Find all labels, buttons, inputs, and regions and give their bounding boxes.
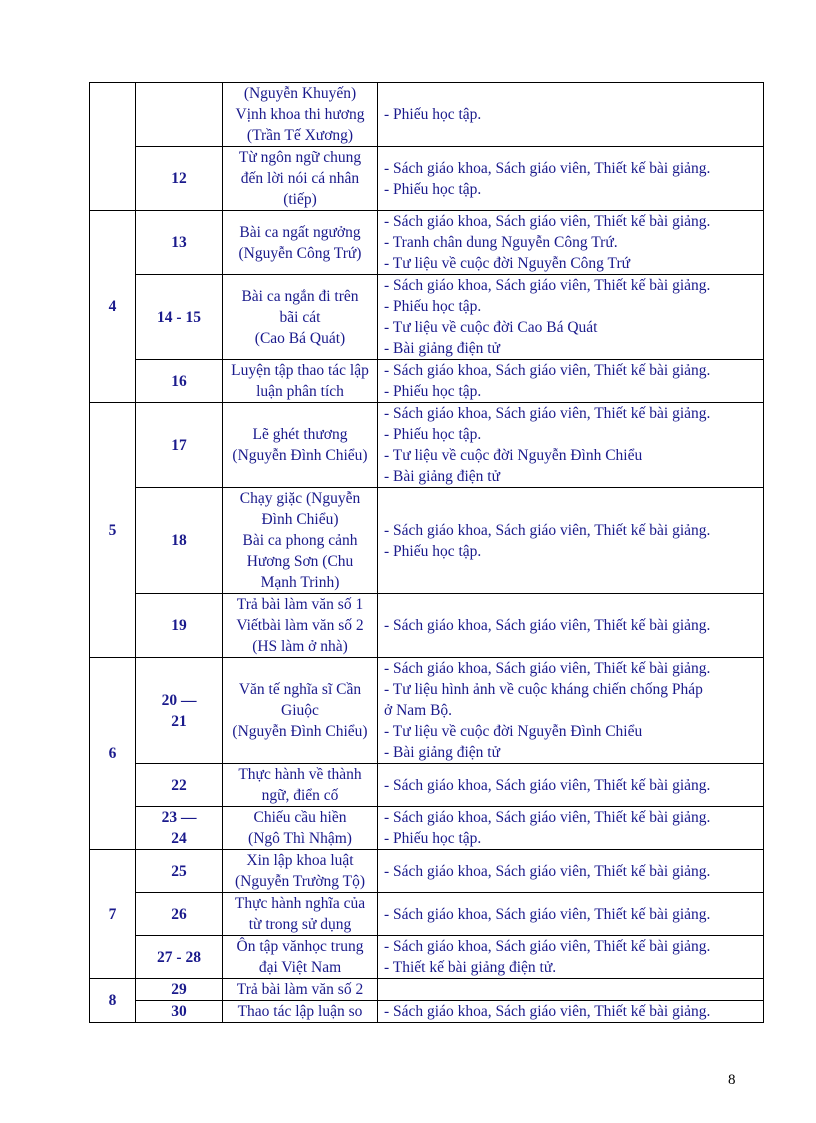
lesson-title-line: Luyện tập thao tác lập (231, 362, 369, 379)
material-item: - Tư liệu về cuộc đời Nguyễn Công Trứ (384, 255, 631, 272)
materials-cell (378, 211, 764, 275)
materials-cell (378, 893, 764, 936)
materials-cell (378, 979, 764, 1001)
lesson-title-cell (223, 360, 378, 403)
lesson-title-line: (Ngô Thì Nhậm) (248, 830, 352, 847)
material-item: - Tranh chân dung Nguyễn Công Trứ. (384, 234, 618, 251)
material-item: - Sách giáo khoa, Sách giáo viên, Thiết kế bài giảng. (384, 362, 711, 379)
table-row (90, 360, 764, 403)
material-item: - Phiếu học tập. (384, 830, 482, 847)
lesson-title-line: Đình Chiểu) (261, 511, 339, 528)
material-item: - Sách giáo khoa, Sách giáo viên, Thiết kế bài giảng. (384, 905, 711, 923)
lesson-title-line: Trả bài làm văn số 1 (236, 596, 364, 613)
lesson-title-line: Bài ca phong cảnh (242, 532, 358, 549)
lesson-title-line: (HS làm ở nhà) (252, 638, 348, 655)
materials-cell (378, 764, 764, 807)
lesson-title-line: (Trần Tế Xương) (246, 127, 354, 144)
material-item: - Thiết kế bài giảng điện tử. (384, 959, 557, 976)
lesson-title-line: (Nguyễn Khuyến) (243, 85, 357, 102)
material-item: - Bài giảng điện tử (384, 340, 501, 357)
lesson-title-line: Bài ca ngắn đi trên (241, 287, 359, 305)
lesson-title-line: Xin lập khoa luật (246, 852, 354, 869)
table-row (90, 979, 764, 1001)
table-row (90, 211, 764, 275)
lesson-title-line: ngữ, điển cố (261, 787, 339, 804)
lesson-title-line: Hương Sơn (Chu (246, 553, 354, 570)
materials-cell (378, 658, 764, 764)
lesson-title-line: (Cao Bá Quát) (254, 329, 346, 347)
table-row (90, 764, 764, 807)
table-row (90, 850, 764, 893)
lesson-title-cell (223, 979, 378, 1001)
table-row (90, 893, 764, 936)
lesson-number-cell: 17 (136, 403, 223, 488)
materials-cell (378, 488, 764, 594)
lesson-title-cell (223, 850, 378, 893)
lesson-title-cell (223, 893, 378, 936)
lesson-number-cell: 16 (136, 360, 223, 403)
lesson-title-cell (223, 211, 378, 275)
materials-cell (378, 147, 764, 211)
material-item: - Sách giáo khoa, Sách giáo viên, Thiết kế bài giảng. (384, 1003, 711, 1020)
lesson-title-cell (223, 764, 378, 807)
table-row (90, 275, 764, 360)
lesson-title-cell (223, 83, 378, 147)
lesson-title-line: Giuộc (281, 702, 319, 719)
lesson-title-line: luận phân tích (256, 383, 344, 400)
table-row (90, 658, 764, 764)
lesson-title-line: từ trong sử dụng (248, 916, 352, 933)
lesson-title-cell (223, 936, 378, 979)
material-item: - Tư liệu về cuộc đời Nguyễn Đình Chiểu (384, 723, 643, 740)
table-row (90, 1001, 764, 1023)
lesson-title-cell (223, 807, 378, 850)
materials-cell (378, 275, 764, 360)
material-item: - Sách giáo khoa, Sách giáo viên, Thiết kế bài giảng. (384, 159, 711, 177)
lesson-number-cell: 27 - 28 (136, 936, 223, 979)
material-item: - Tư liệu về cuộc đời Nguyễn Đình Chiểu (384, 447, 643, 464)
lesson-plan-table (89, 82, 764, 1023)
material-item: - Sách giáo khoa, Sách giáo viên, Thiết kế bài giảng. (384, 862, 711, 880)
lesson-title-line: Chạy giặc (Nguyễn (239, 490, 361, 507)
lesson-title-line: (Nguyễn Đình Chiểu) (232, 723, 368, 740)
table-row (90, 807, 764, 850)
lesson-title-line: bãi cát (279, 308, 321, 326)
material-item: - Tư liệu hình ảnh về cuộc kháng chiến chống Pháp (384, 681, 703, 698)
lesson-title-line: Thao tác lập luận so (237, 1003, 363, 1020)
lesson-number-cell: 26 (136, 893, 223, 936)
table-row (90, 147, 764, 211)
lesson-title-line: đến lời nói cá nhân (240, 170, 360, 187)
week-cell: 8 (90, 979, 136, 1023)
lesson-number-cell: 22 (136, 764, 223, 807)
lesson-title-line: Viếtbài làm văn số 2 (236, 617, 364, 634)
lesson-title-line: Chiếu cầu hiền (253, 809, 347, 826)
material-item: - Phiếu học tập. (384, 106, 482, 123)
lesson-title-line: Thực hành về thành (238, 766, 362, 783)
material-item: - Phiếu học tập. (384, 383, 482, 400)
week-cell: 5 (90, 403, 136, 658)
materials-cell (378, 360, 764, 403)
lesson-number-cell: 19 (136, 594, 223, 658)
materials-cell (378, 936, 764, 979)
materials-cell (378, 83, 764, 147)
material-item: - Phiếu học tập. (384, 180, 482, 198)
lesson-number-cell (136, 83, 223, 147)
material-item: - Tư liệu về cuộc đời Cao Bá Quát (384, 319, 598, 336)
lesson-number-cell: 29 (136, 979, 223, 1001)
material-item: - Bài giảng điện tử (384, 744, 501, 761)
lesson-title-cell (223, 403, 378, 488)
lesson-title-cell (223, 488, 378, 594)
lesson-number-cell: 25 (136, 850, 223, 893)
lesson-title-cell (223, 658, 378, 764)
material-item: - Phiếu học tập. (384, 426, 482, 443)
week-cell: 4 (90, 211, 136, 403)
material-item: - Sách giáo khoa, Sách giáo viên, Thiết kế bài giảng. (384, 776, 711, 794)
material-item: - Sách giáo khoa, Sách giáo viên, Thiết kế bài giảng. (384, 213, 711, 230)
materials-cell (378, 807, 764, 850)
lesson-title-line: (Nguyễn Đình Chiểu) (232, 447, 368, 464)
lesson-title-line: Vịnh khoa thi hương (235, 106, 365, 123)
lesson-title-cell (223, 275, 378, 360)
lesson-title-cell (223, 147, 378, 211)
lesson-number-cell: 13 (136, 211, 223, 275)
lesson-number-cell: 20 — 21 (136, 658, 223, 764)
materials-cell (378, 403, 764, 488)
lesson-number-cell: 18 (136, 488, 223, 594)
material-item: - Sách giáo khoa, Sách giáo viên, Thiết kế bài giảng. (384, 405, 711, 422)
page-number: 8 (728, 1072, 736, 1088)
lesson-number-cell: 30 (136, 1001, 223, 1023)
material-item: - Sách giáo khoa, Sách giáo viên, Thiết kế bài giảng. (384, 521, 711, 539)
week-cell (90, 83, 136, 211)
lesson-title-line: (Nguyễn Trường Tộ) (235, 873, 365, 890)
lesson-title-cell (223, 1001, 378, 1023)
lesson-title-line: Từ ngôn ngữ chung (238, 149, 362, 166)
material-item: - Sách giáo khoa, Sách giáo viên, Thiết kế bài giảng. (384, 277, 711, 294)
material-item: - Sách giáo khoa, Sách giáo viên, Thiết kế bài giảng. (384, 809, 711, 826)
lesson-title-line: Mạnh Trinh) (260, 574, 340, 591)
lesson-title-line: Lẽ ghét thương (252, 426, 348, 443)
table-row (90, 594, 764, 658)
materials-cell (378, 594, 764, 658)
material-item: - Bài giảng điện tử (384, 468, 501, 485)
lesson-title-line: Bài ca ngất ngưởng (239, 223, 361, 241)
lesson-number-cell: 12 (136, 147, 223, 211)
lesson-title-line: Ôn tập vănhọc trung (236, 938, 364, 955)
material-item: ở Nam Bộ. (384, 702, 453, 719)
table-row (90, 83, 764, 147)
materials-cell (378, 1001, 764, 1023)
lesson-title-line: Văn tế nghĩa sĩ Cần (238, 681, 362, 698)
lesson-number-cell: 14 - 15 (136, 275, 223, 360)
lesson-title-line: đại Việt Nam (258, 959, 342, 976)
lesson-title-line: (tiếp) (283, 191, 317, 208)
lesson-title-cell (223, 594, 378, 658)
week-cell: 7 (90, 850, 136, 979)
material-item: - Sách giáo khoa, Sách giáo viên, Thiết kế bài giảng. (384, 660, 711, 677)
week-cell: 6 (90, 658, 136, 850)
materials-cell (378, 850, 764, 893)
table-row (90, 403, 764, 488)
material-item: - Phiếu học tập. (384, 542, 482, 560)
table-row (90, 936, 764, 979)
table-row (90, 488, 764, 594)
lesson-title-line: (Nguyễn Công Trứ) (238, 244, 362, 262)
lesson-title-line: Thực hành nghĩa của (234, 895, 366, 912)
material-item: - Sách giáo khoa, Sách giáo viên, Thiết kế bài giảng. (384, 617, 711, 634)
lesson-title-line: Trả bài làm văn số 2 (236, 981, 364, 998)
material-item: - Sách giáo khoa, Sách giáo viên, Thiết kế bài giảng. (384, 938, 711, 955)
lesson-number-cell: 23 — 24 (136, 807, 223, 850)
material-item: - Phiếu học tập. (384, 298, 482, 315)
